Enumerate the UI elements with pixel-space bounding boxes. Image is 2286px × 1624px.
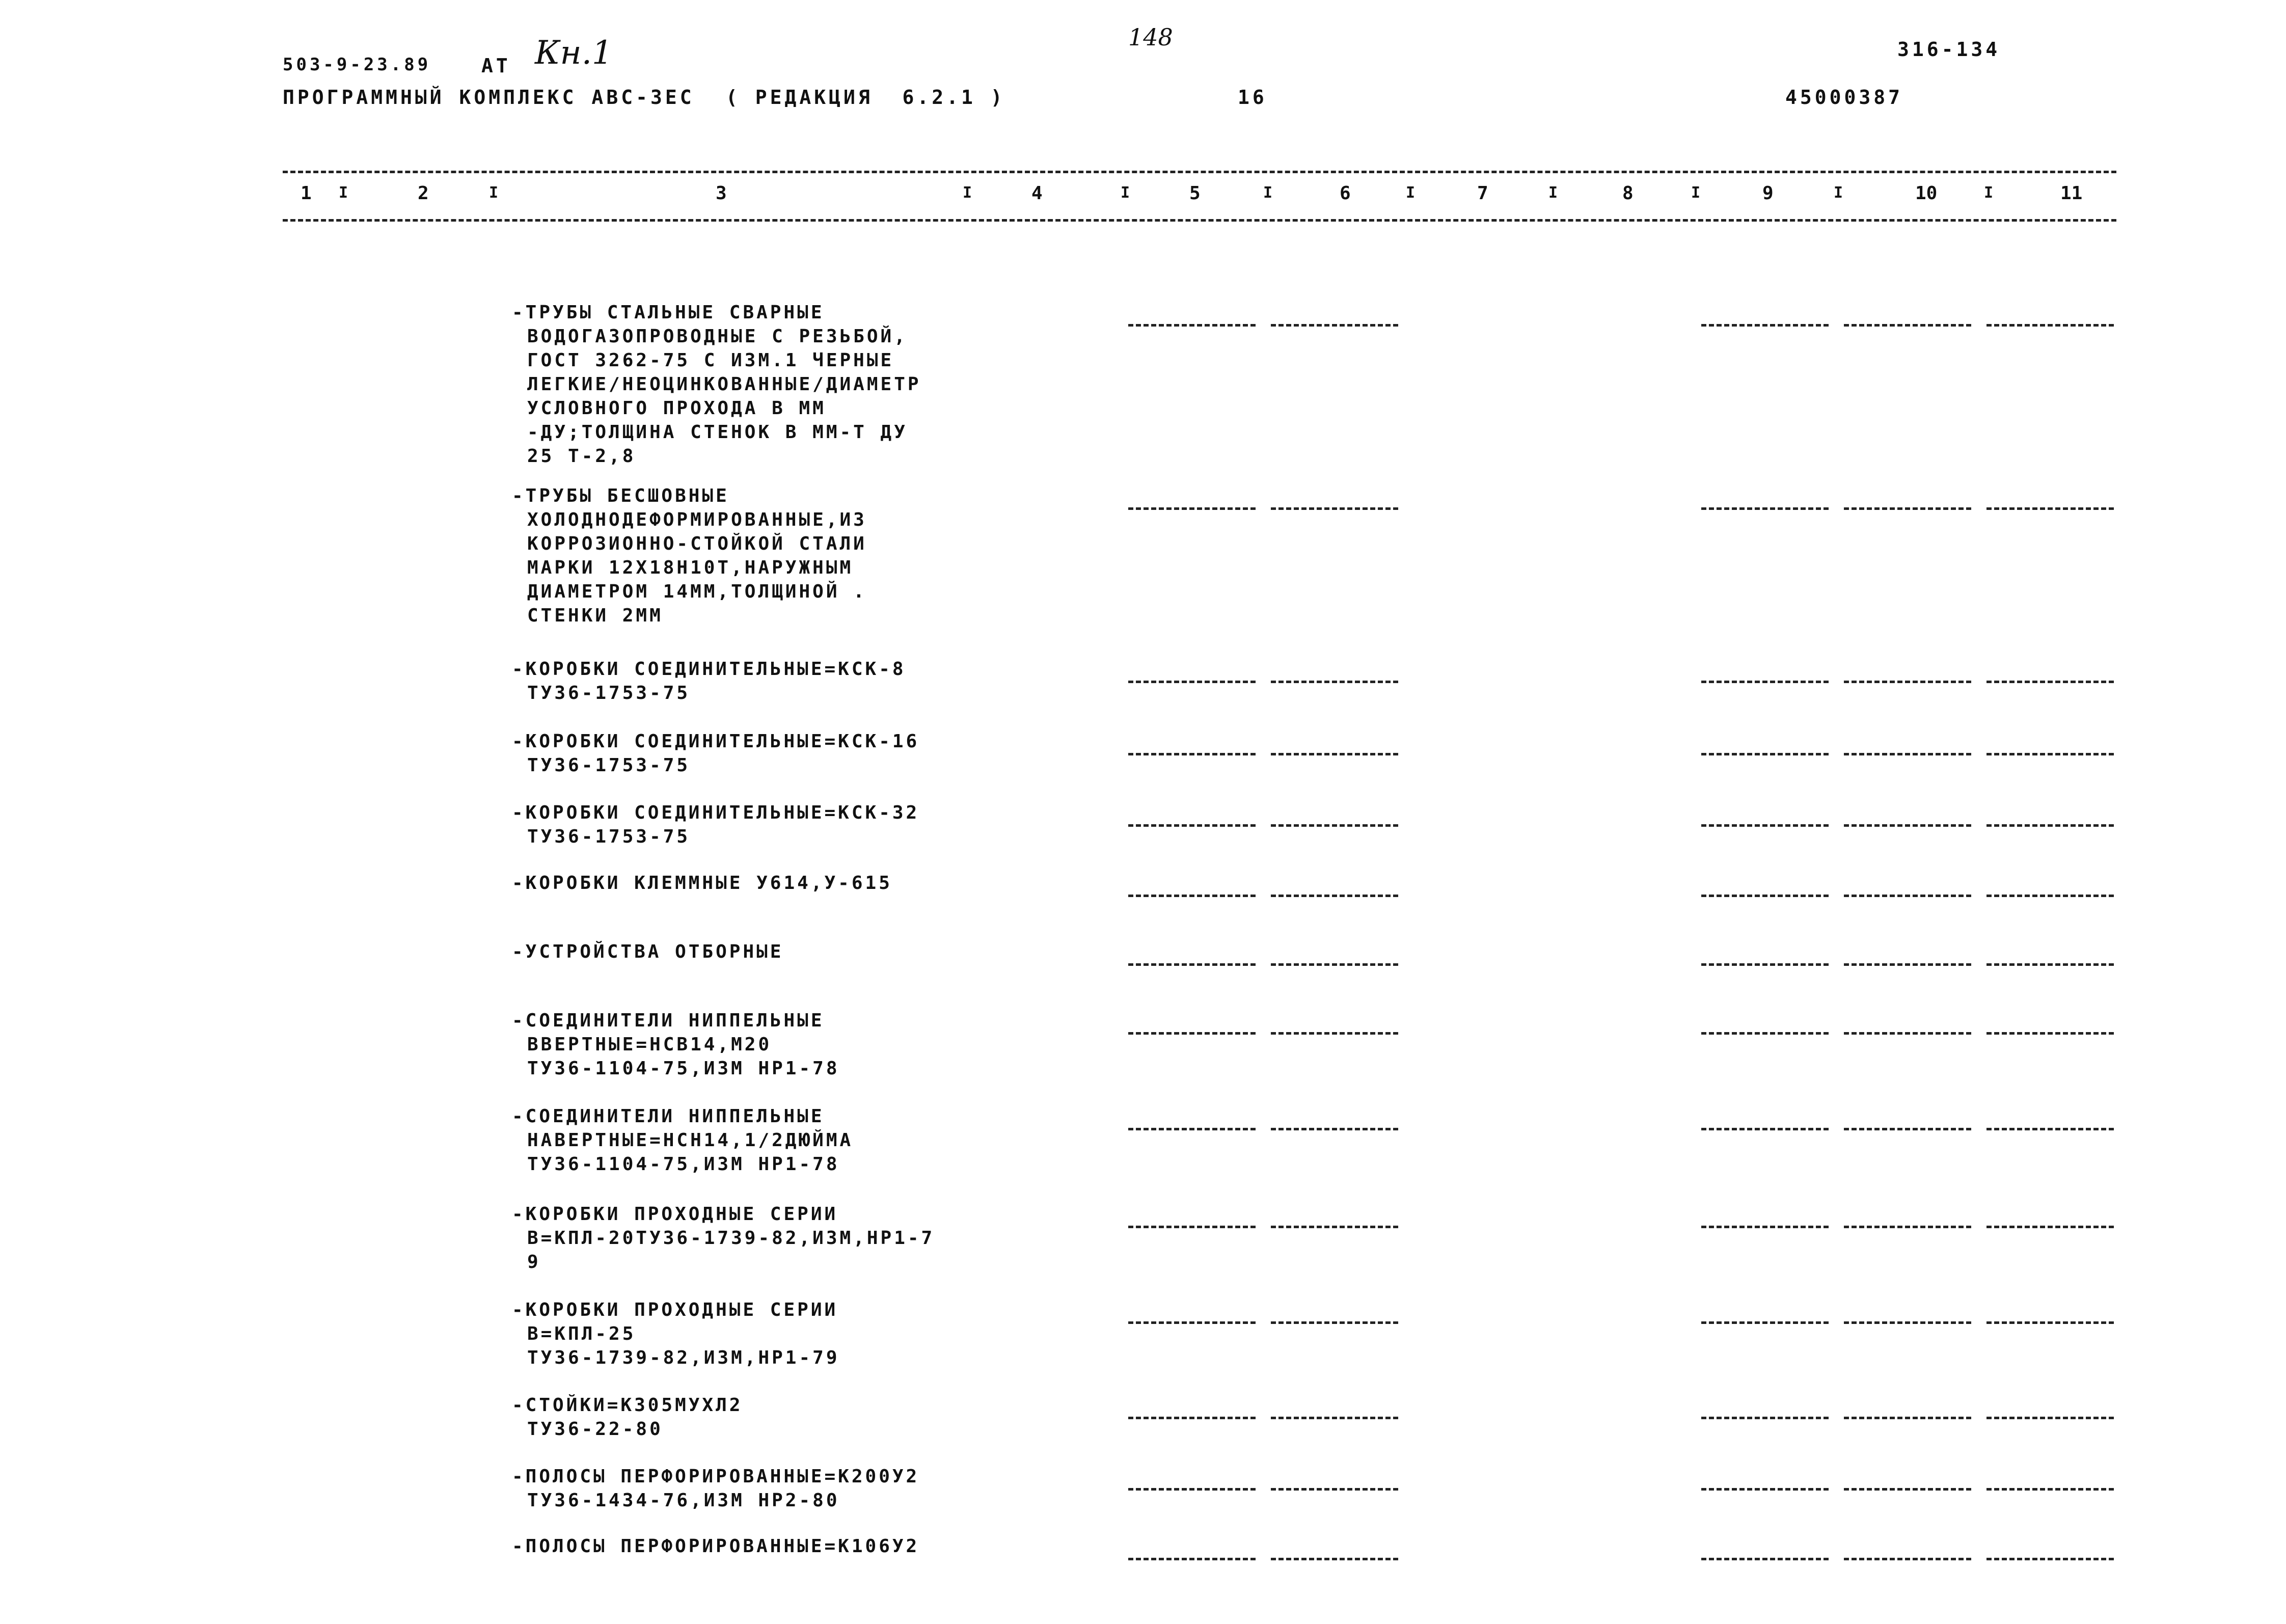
resource-description xyxy=(512,1534,919,1558)
description-line: ЛЕГКИЕ/НЕОЦИНКОВАННЫЕ/ДИАМЕТР xyxy=(527,374,921,395)
description-line: 9 xyxy=(527,1252,541,1273)
column-number-1: 1 xyxy=(301,183,312,204)
column-separator: I xyxy=(1263,184,1273,202)
cell-underline xyxy=(1844,1558,1971,1560)
cell-underline xyxy=(1128,681,1256,683)
cell-underline xyxy=(1128,1128,1256,1130)
resource-description xyxy=(512,1393,743,1441)
column-number-9: 9 xyxy=(1762,183,1774,204)
description-line: ХОЛОДНОДЕФОРМИРОВАННЫЕ,ИЗ xyxy=(527,509,867,530)
album-label: АТ xyxy=(481,55,511,77)
description-line: -КОРОБКИ СОЕДИНИТЕЛЬНЫЕ=КСК-8 xyxy=(512,659,906,680)
cell-underline xyxy=(1844,1226,1971,1228)
description-line: В=КПЛ-25 xyxy=(527,1323,636,1344)
description-line: -ПОЛОСЫ ПЕРФОРИРОВАННЫЕ=К106У2 xyxy=(512,1536,920,1557)
column-separator: I xyxy=(1406,184,1416,202)
cell-underline xyxy=(1701,1226,1829,1228)
cell-underline xyxy=(1701,507,1829,510)
doc-code: 503-9-23.89 xyxy=(283,55,431,75)
cell-underline xyxy=(1844,895,1971,897)
cell-underline xyxy=(1701,1128,1829,1130)
top-rule xyxy=(283,171,2116,173)
cell-underline xyxy=(1701,1417,1829,1419)
cell-underline xyxy=(1701,681,1829,683)
cell-underline xyxy=(1844,507,1971,510)
description-line: ВОДОГАЗОПРОВОДНЫЕ С РЕЗЬБОЙ, xyxy=(527,326,908,347)
cell-underline xyxy=(1271,1417,1398,1419)
cell-underline xyxy=(1701,824,1829,827)
description-line: -КОРОБКИ ПРОХОДНЫЕ СЕРИИ xyxy=(512,1300,838,1320)
cell-underline xyxy=(1128,507,1256,510)
column-number-5: 5 xyxy=(1189,183,1201,204)
cell-underline xyxy=(1271,1128,1398,1130)
description-line: -УСТРОЙСТВА ОТБОРНЫЕ xyxy=(512,941,784,962)
edition: ( РЕДАКЦИЯ 6.2.1 ) xyxy=(726,86,1005,109)
cell-underline xyxy=(1128,1226,1256,1228)
cell-underline xyxy=(1128,1488,1256,1491)
description-line: ВВЕРТНЫЕ=НСВ14,М20 xyxy=(527,1034,772,1055)
column-separator: I xyxy=(1548,184,1558,202)
cell-underline xyxy=(1271,1321,1398,1324)
description-line: ТУ36-1104-75,ИЗМ НР1-78 xyxy=(527,1154,840,1175)
column-number-10: 10 xyxy=(1915,183,1938,204)
resource-description xyxy=(512,1104,853,1176)
cell-underline xyxy=(1844,824,1971,827)
cell-underline xyxy=(1844,324,1971,327)
description-line: ГОСТ 3262-75 С ИЗМ.1 ЧЕРНЫЕ xyxy=(527,350,894,371)
column-separator: I xyxy=(339,184,348,202)
description-line: МАРКИ 12Х18Н10Т,НАРУЖНЫМ xyxy=(527,557,854,578)
page-number: 16 xyxy=(1238,86,1267,109)
cell-underline xyxy=(1128,1321,1256,1324)
resource-description xyxy=(512,1202,935,1274)
description-line: -КОРОБКИ КЛЕММНЫЕ У614,У-615 xyxy=(512,873,892,894)
cell-underline xyxy=(1986,1558,2114,1560)
cell-underline xyxy=(1128,895,1256,897)
description-line: -СОЕДИНИТЕЛИ НИППЕЛЬНЫЕ xyxy=(512,1106,825,1127)
description-line: -СОЕДИНИТЕЛИ НИППЕЛЬНЫЕ xyxy=(512,1010,825,1031)
cell-underline xyxy=(1128,324,1256,327)
column-number-4: 4 xyxy=(1031,183,1043,204)
description-line: ДИАМЕТРОМ 14ММ,ТОЛЩИНОЙ . xyxy=(527,581,867,602)
album-handwritten: Кн.1 xyxy=(535,34,613,72)
page-handwritten: 148 xyxy=(1128,23,1173,51)
sheet-ref: 316-134 xyxy=(1897,38,2001,61)
description-line: -ТРУБЫ СТАЛЬНЫЕ СВАРНЫЕ xyxy=(512,302,825,323)
cell-underline xyxy=(1986,824,2114,827)
column-number-11: 11 xyxy=(2060,183,2083,204)
description-line: ТУ36-1104-75,ИЗМ НР1-78 xyxy=(527,1058,840,1079)
column-number-7: 7 xyxy=(1477,183,1488,204)
cell-underline xyxy=(1701,1558,1829,1560)
cell-underline xyxy=(1128,963,1256,966)
description-line: ТУ36-1753-75 xyxy=(527,826,691,847)
header-bottom-rule xyxy=(283,219,2116,222)
cell-underline xyxy=(1986,753,2114,755)
cell-underline xyxy=(1986,1321,2114,1324)
resource-description xyxy=(512,1298,840,1370)
cell-underline xyxy=(1844,963,1971,966)
description-line: В=КПЛ-20ТУ36-1739-82,ИЗМ,НР1-7 xyxy=(527,1228,935,1249)
cell-underline xyxy=(1271,1226,1398,1228)
description-line: ТУ36-22-80 xyxy=(527,1419,663,1440)
cell-underline xyxy=(1986,681,2114,683)
cell-underline xyxy=(1271,963,1398,966)
column-separator: I xyxy=(1834,184,1843,202)
resource-description xyxy=(512,940,783,964)
description-line: ТУ36-1753-75 xyxy=(527,683,691,703)
cell-underline xyxy=(1271,324,1398,327)
description-line: -КОРОБКИ ПРОХОДНЫЕ СЕРИИ xyxy=(512,1204,838,1225)
column-separator: I xyxy=(1691,184,1701,202)
description-line: 25 Т-2,8 xyxy=(527,446,636,467)
doc-id: 45000387 xyxy=(1785,86,1903,109)
cell-underline xyxy=(1986,963,2114,966)
column-separator: I xyxy=(963,184,972,202)
cell-underline xyxy=(1844,681,1971,683)
description-line: -ПОЛОСЫ ПЕРФОРИРОВАННЫЕ=К200У2 xyxy=(512,1466,920,1487)
cell-underline xyxy=(1271,681,1398,683)
resource-description xyxy=(512,871,892,895)
cell-underline xyxy=(1128,1558,1256,1560)
cell-underline xyxy=(1844,1032,1971,1035)
cell-underline xyxy=(1844,1128,1971,1130)
cell-underline xyxy=(1701,324,1829,327)
cell-underline xyxy=(1271,895,1398,897)
resource-description xyxy=(512,301,921,468)
cell-underline xyxy=(1844,1417,1971,1419)
column-number-6: 6 xyxy=(1340,183,1351,204)
cell-underline xyxy=(1844,1321,1971,1324)
cell-underline xyxy=(1128,1417,1256,1419)
cell-underline xyxy=(1271,1032,1398,1035)
cell-underline xyxy=(1701,963,1829,966)
cell-underline xyxy=(1986,895,2114,897)
cell-underline xyxy=(1844,753,1971,755)
column-number-2: 2 xyxy=(418,183,429,204)
column-separator: I xyxy=(1984,184,1994,202)
description-line: УСЛОВНОГО ПРОХОДА В ММ xyxy=(527,398,826,419)
program-title: ПРОГРАММНЫЙ КОМПЛЕКС АВС-3ЕС xyxy=(283,86,695,109)
cell-underline xyxy=(1271,824,1398,827)
column-separator: I xyxy=(1121,184,1130,202)
resource-description xyxy=(512,657,906,705)
description-line: КОРРОЗИОННО-СТОЙКОЙ СТАЛИ xyxy=(527,533,867,554)
description-line: ТУ36-1753-75 xyxy=(527,755,691,776)
cell-underline xyxy=(1128,753,1256,755)
description-line: НАВЕРТНЫЕ=НСН14,1/2ДЮЙМА xyxy=(527,1130,854,1151)
column-number-3: 3 xyxy=(716,183,727,204)
cell-underline xyxy=(1701,1032,1829,1035)
cell-underline xyxy=(1701,895,1829,897)
cell-underline xyxy=(1271,1488,1398,1491)
cell-underline xyxy=(1986,324,2114,327)
cell-underline xyxy=(1844,1488,1971,1491)
cell-underline xyxy=(1986,1032,2114,1035)
description-line: -ДУ;ТОЛЩИНА СТЕНОК В ММ-Т ДУ xyxy=(527,422,908,443)
cell-underline xyxy=(1271,753,1398,755)
cell-underline xyxy=(1986,1488,2114,1491)
description-line: СТЕНКИ 2ММ xyxy=(527,605,663,626)
description-line: -КОРОБКИ СОЕДИНИТЕЛЬНЫЕ=КСК-16 xyxy=(512,731,920,752)
cell-underline xyxy=(1271,1558,1398,1560)
cell-underline xyxy=(1701,1488,1829,1491)
cell-underline xyxy=(1128,1032,1256,1035)
resource-description xyxy=(512,484,867,628)
resource-description xyxy=(512,1009,840,1080)
description-line: ТУ36-1434-76,ИЗМ НР2-80 xyxy=(527,1490,840,1511)
cell-underline xyxy=(1986,1417,2114,1419)
cell-underline xyxy=(1986,1226,2114,1228)
column-separator: I xyxy=(489,184,499,202)
resource-description xyxy=(512,729,919,777)
description-line: -СТОЙКИ=К305МУХЛ2 xyxy=(512,1395,743,1416)
description-line: ТУ36-1739-82,ИЗМ,НР1-79 xyxy=(527,1347,840,1368)
description-line: -ТРУБЫ БЕСШОВНЫЕ xyxy=(512,485,729,506)
resource-description xyxy=(512,1465,919,1512)
cell-underline xyxy=(1271,507,1398,510)
cell-underline xyxy=(1986,507,2114,510)
cell-underline xyxy=(1701,1321,1829,1324)
cell-underline xyxy=(1986,1128,2114,1130)
cell-underline xyxy=(1128,824,1256,827)
column-number-8: 8 xyxy=(1622,183,1634,204)
description-line: -КОРОБКИ СОЕДИНИТЕЛЬНЫЕ=КСК-32 xyxy=(512,802,920,823)
cell-underline xyxy=(1701,753,1829,755)
resource-description xyxy=(512,801,919,849)
